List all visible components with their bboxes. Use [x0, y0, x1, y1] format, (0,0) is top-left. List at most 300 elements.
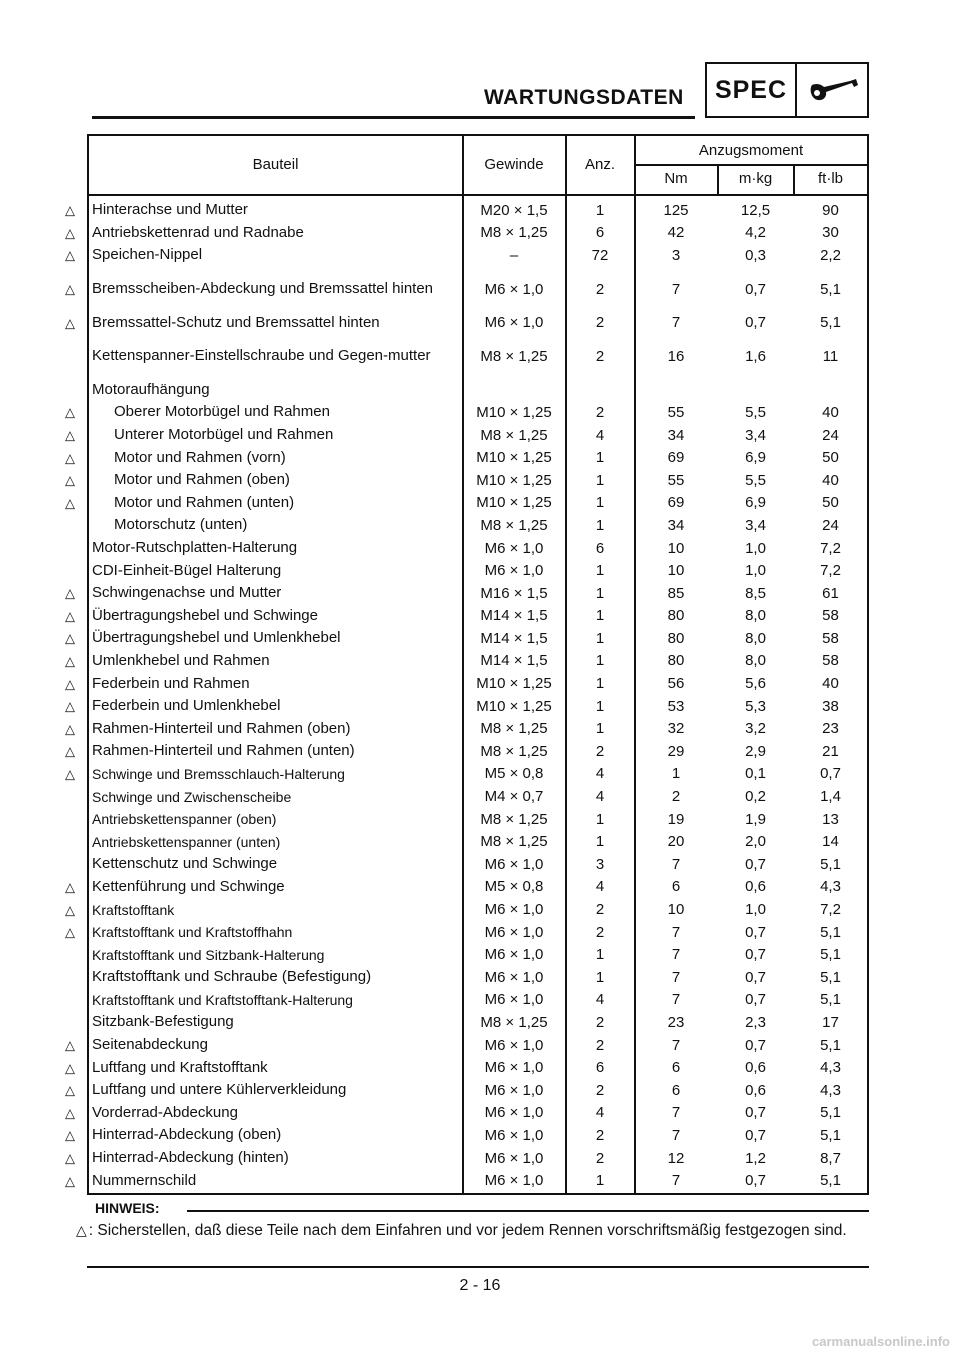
- ftlb-cell-text: 7,2: [820, 901, 841, 919]
- ftlb-cell: [794, 469, 867, 492]
- qty-cell-text: 4: [595, 788, 605, 806]
- part-cell-text: Nummernschild: [92, 1171, 197, 1189]
- thread-cell-text: M6 × 1,0: [484, 991, 544, 1009]
- qty-cell: [566, 989, 634, 1012]
- ftlb-cell: [794, 492, 867, 515]
- nm-cell: [635, 1169, 717, 1192]
- part-cell-text: Kraftstofftank und Schraube (Befestigung): [92, 968, 372, 986]
- ftlb-cell: [794, 401, 867, 424]
- part-cell-text: Oberer Motorbügel und Rahmen: [114, 403, 330, 421]
- thread-cell-text: M6 × 1,0: [484, 901, 544, 919]
- ftlb-cell: [794, 244, 867, 267]
- part-cell-text: Federbein und Rahmen: [92, 674, 250, 692]
- ftlb-cell: [794, 334, 867, 379]
- qty-cell: [566, 943, 634, 966]
- ftlb-cell: [794, 740, 867, 763]
- nm-cell: [635, 537, 717, 560]
- ftlb-cell-text: 50: [822, 494, 839, 512]
- mkg-cell: [718, 921, 793, 944]
- thread-cell: [463, 401, 565, 424]
- part-cell-text: Hinterrad-Abdeckung (hinten): [92, 1149, 289, 1167]
- ftlb-cell: [794, 763, 867, 786]
- nm-cell-text: 55: [667, 471, 685, 489]
- header-qty: Anz.: [584, 155, 615, 173]
- qty-cell: [566, 582, 634, 605]
- qty-cell: [566, 1056, 634, 1079]
- table-row: [65, 1079, 867, 1102]
- ftlb-cell-text: 11: [822, 347, 839, 365]
- table-row: [65, 469, 867, 492]
- nm-cell: [635, 650, 717, 673]
- part-cell: [92, 1147, 460, 1170]
- thread-cell-text: M14 × 1,5: [480, 629, 548, 647]
- part-cell-text: Federbein und Umlenkhebel: [92, 697, 281, 715]
- part-cell: [92, 763, 460, 786]
- nm-cell: [635, 1056, 717, 1079]
- mkg-cell-text: 0,7: [745, 855, 766, 873]
- ftlb-cell: [794, 1079, 867, 1102]
- part-cell: [92, 1056, 460, 1079]
- part-cell: [92, 379, 460, 402]
- nm-cell-text: 12: [667, 1149, 685, 1167]
- mkg-cell-text: 1,2: [745, 1149, 766, 1167]
- triangle-icon: △: [65, 698, 75, 714]
- mkg-cell: [718, 1011, 793, 1034]
- qty-cell: [566, 492, 634, 515]
- nm-cell: [635, 853, 717, 876]
- qty-cell-text: 4: [595, 991, 605, 1009]
- ftlb-cell-text: 13: [822, 810, 839, 828]
- table-row: [89, 559, 867, 582]
- table-row: [65, 650, 867, 673]
- ftlb-cell: [794, 605, 867, 628]
- header-rule: [92, 116, 695, 119]
- mkg-cell-text: 5,5: [745, 403, 766, 421]
- table-row: [89, 334, 867, 379]
- nm-cell: [635, 222, 717, 245]
- triangle-icon: △: [76, 1222, 87, 1238]
- mkg-cell-text: 0,7: [745, 923, 766, 941]
- mkg-cell: [718, 1169, 793, 1192]
- mkg-cell: [718, 763, 793, 786]
- triangle-icon: △: [65, 247, 75, 263]
- nm-cell: [635, 267, 717, 312]
- thread-cell: [463, 650, 565, 673]
- mkg-cell: [718, 853, 793, 876]
- part-cell: [92, 1079, 460, 1102]
- part-cell-text: Antriebskettenspanner (oben): [92, 811, 277, 828]
- nm-cell: [635, 582, 717, 605]
- qty-cell: [566, 695, 634, 718]
- qty-cell: [566, 1124, 634, 1147]
- nm-cell-text: 7: [671, 968, 681, 986]
- watermark: carmanualsonline.info: [812, 1334, 950, 1349]
- part-cell-text: CDI-Einheit-Bügel Halterung: [92, 561, 282, 579]
- qty-cell-text: 3: [595, 855, 605, 873]
- ftlb-cell: [794, 921, 867, 944]
- part-cell: [92, 876, 460, 899]
- nm-cell-text: 20: [667, 833, 685, 851]
- nm-cell-text: 56: [667, 675, 685, 693]
- ftlb-cell: [794, 1056, 867, 1079]
- page-title: WARTUNGSDATEN: [484, 86, 684, 109]
- nm-cell: [635, 605, 717, 628]
- qty-cell: [566, 311, 634, 334]
- mkg-cell-text: 8,0: [745, 629, 766, 647]
- qty-cell-text: 2: [595, 1081, 605, 1099]
- ftlb-cell-text: 2,2: [820, 246, 841, 264]
- mkg-cell-text: 8,0: [745, 652, 766, 670]
- ftlb-cell: [794, 785, 867, 808]
- nm-cell: [635, 695, 717, 718]
- ftlb-cell: [794, 695, 867, 718]
- triangle-icon: △: [65, 1082, 75, 1098]
- part-cell-text: Rahmen-Hinterteil und Rahmen (oben): [92, 719, 351, 737]
- thread-cell-text: –: [509, 246, 519, 264]
- ftlb-cell-text: 40: [822, 675, 839, 693]
- mkg-cell-text: 3,4: [745, 516, 766, 534]
- page-number: 2 - 16: [459, 1277, 501, 1294]
- part-cell-text: Motorschutz (unten): [114, 516, 248, 534]
- thread-cell-text: M10 × 1,25: [476, 697, 552, 715]
- mkg-cell: [718, 244, 793, 267]
- part-cell: [92, 1102, 460, 1125]
- nm-cell-text: 80: [667, 652, 685, 670]
- triangle-icon: △: [65, 495, 75, 511]
- part-cell: [92, 244, 460, 267]
- nm-cell: [635, 1147, 717, 1170]
- table-body: [65, 196, 867, 1193]
- thread-cell-text: M10 × 1,25: [476, 471, 552, 489]
- nm-cell-text: 55: [667, 403, 685, 421]
- mkg-cell-text: 5,3: [745, 697, 766, 715]
- mkg-cell-text: 0,7: [745, 280, 766, 298]
- qty-cell: [566, 921, 634, 944]
- mkg-cell: [718, 222, 793, 245]
- mkg-cell-text: 0,7: [745, 314, 766, 332]
- nm-cell-text: 125: [663, 201, 689, 219]
- note-text: : Sicherstellen, daß diese Teile nach dem Einfahren und vor jedem Rennen vorschriftsmäßig festgezogen sind.: [88, 1222, 847, 1239]
- mkg-cell: [718, 966, 793, 989]
- qty-cell-text: 1: [595, 946, 605, 964]
- part-cell-text: Schwingenachse und Mutter: [92, 584, 282, 602]
- ftlb-cell: [794, 943, 867, 966]
- thread-cell-text: M14 × 1,5: [480, 607, 548, 625]
- nm-cell: [635, 876, 717, 899]
- thread-cell: [463, 672, 565, 695]
- torque-table: [65, 134, 869, 1195]
- thread-cell: [463, 1169, 565, 1192]
- nm-cell-text: 7: [671, 923, 681, 941]
- qty-cell: [566, 1169, 634, 1192]
- part-cell-text: Motor-Rutschplatten-Halterung: [92, 539, 298, 557]
- ftlb-cell: [794, 582, 867, 605]
- mkg-cell: [718, 424, 793, 447]
- table-header: [89, 136, 867, 196]
- qty-cell-text: 1: [595, 449, 605, 467]
- qty-cell-text: 1: [595, 833, 605, 851]
- triangle-icon: △: [65, 721, 75, 737]
- qty-cell: [566, 1079, 634, 1102]
- mkg-cell: [718, 717, 793, 740]
- table-row: [65, 1056, 867, 1079]
- mkg-cell: [718, 989, 793, 1012]
- table-row: [65, 627, 867, 650]
- triangle-icon: △: [65, 1105, 75, 1121]
- ftlb-cell-text: 5,1: [820, 1126, 841, 1144]
- thread-cell-text: M6 × 1,0: [484, 1104, 544, 1122]
- qty-cell: [566, 627, 634, 650]
- triangle-icon: △: [65, 1150, 75, 1166]
- table-row: [89, 785, 867, 808]
- qty-cell-text: 1: [595, 1172, 605, 1190]
- nm-cell: [635, 717, 717, 740]
- qty-cell-text: 6: [595, 1059, 605, 1077]
- nm-cell-text: 3: [671, 246, 681, 264]
- thread-cell-text: M5 × 0,8: [484, 878, 544, 896]
- part-cell: [92, 199, 460, 222]
- ftlb-cell: [794, 1147, 867, 1170]
- thread-cell: [463, 740, 565, 763]
- mkg-cell: [718, 559, 793, 582]
- qty-cell: [566, 1034, 634, 1057]
- nm-cell-text: 7: [671, 946, 681, 964]
- part-cell: [92, 785, 460, 808]
- ftlb-cell: [794, 199, 867, 222]
- header-mkg: m·kg: [738, 170, 773, 187]
- nm-cell-text: 6: [671, 1059, 681, 1077]
- footer-rule: [87, 1266, 869, 1268]
- thread-cell: [463, 559, 565, 582]
- nm-cell-text: 7: [671, 314, 681, 332]
- table-row: [65, 605, 867, 628]
- ftlb-cell: [794, 1011, 867, 1034]
- qty-cell-text: 1: [595, 629, 605, 647]
- qty-cell: [566, 1011, 634, 1034]
- table-row: [89, 514, 867, 537]
- table-row: [65, 898, 867, 921]
- ftlb-cell-text: 4,3: [820, 878, 841, 896]
- qty-cell: [566, 334, 634, 379]
- part-cell: [92, 740, 460, 763]
- triangle-icon: △: [65, 766, 75, 782]
- nm-cell: [635, 199, 717, 222]
- qty-cell-text: 1: [595, 471, 605, 489]
- mkg-cell-text: 2,3: [745, 1013, 766, 1031]
- mkg-cell: [718, 1079, 793, 1102]
- nm-cell-text: 7: [671, 991, 681, 1009]
- part-cell: [92, 1169, 460, 1192]
- part-cell: [92, 559, 460, 582]
- nm-cell: [635, 921, 717, 944]
- nm-cell: [635, 1011, 717, 1034]
- header-part: Bauteil: [252, 155, 299, 173]
- mkg-cell-text: 4,2: [745, 224, 766, 242]
- part-cell-text: Unterer Motorbügel und Rahmen: [114, 426, 334, 444]
- nm-cell: [635, 469, 717, 492]
- part-cell: [92, 921, 460, 944]
- mkg-cell-text: 2,9: [745, 742, 766, 760]
- triangle-icon: △: [65, 1173, 75, 1189]
- thread-cell: [463, 785, 565, 808]
- nm-cell: [635, 808, 717, 831]
- mkg-cell-text: 1,9: [745, 810, 766, 828]
- table-row: [89, 379, 867, 402]
- qty-cell: [566, 605, 634, 628]
- ftlb-cell-text: 21: [822, 742, 839, 760]
- ftlb-cell-text: 24: [822, 516, 839, 534]
- ftlb-cell: [794, 876, 867, 899]
- nm-cell-text: 16: [667, 347, 685, 365]
- table-row: [89, 537, 867, 560]
- thread-cell: [463, 695, 565, 718]
- thread-cell: [463, 311, 565, 334]
- ftlb-cell-text: 5,1: [820, 1104, 841, 1122]
- ftlb-cell-text: 5,1: [820, 1172, 841, 1190]
- part-cell-text: Antriebskettenrad und Radnabe: [92, 223, 304, 241]
- mkg-cell: [718, 740, 793, 763]
- header-torque: Anzugsmoment: [698, 141, 804, 159]
- nm-cell-text: 6: [671, 1081, 681, 1099]
- ftlb-cell-text: 5,1: [820, 923, 841, 941]
- nm-cell: [635, 943, 717, 966]
- table-row: [65, 401, 867, 424]
- triangle-icon: △: [65, 404, 75, 420]
- table-row: [65, 1124, 867, 1147]
- qty-cell-text: 1: [595, 810, 605, 828]
- ftlb-cell: [794, 1124, 867, 1147]
- part-cell: [92, 650, 460, 673]
- part-cell-text: Kettenspanner-Einstellschraube und Gegen-mutter: [92, 347, 431, 365]
- part-cell-text: Motor und Rahmen (vorn): [114, 448, 286, 466]
- thread-cell: [463, 1102, 565, 1125]
- ftlb-cell: [794, 898, 867, 921]
- part-cell-text: Kettenschutz und Schwinge: [92, 855, 278, 873]
- ftlb-cell-text: 58: [822, 652, 839, 670]
- ftlb-cell-text: 17: [822, 1013, 839, 1031]
- part-cell: [92, 627, 460, 650]
- table-row: [89, 808, 867, 831]
- mkg-cell: [718, 876, 793, 899]
- thread-cell: [463, 469, 565, 492]
- qty-cell: [566, 830, 634, 853]
- part-cell: [92, 267, 460, 312]
- ftlb-cell-text: 5,1: [820, 991, 841, 1009]
- mkg-cell-text: 0,7: [745, 991, 766, 1009]
- part-cell: [92, 1011, 460, 1034]
- nm-cell-text: 2: [671, 788, 681, 806]
- ftlb-cell: [794, 379, 867, 402]
- mkg-cell: [718, 672, 793, 695]
- thread-cell-text: M6 × 1,0: [484, 280, 544, 298]
- qty-cell-text: 2: [595, 742, 605, 760]
- mkg-cell: [718, 627, 793, 650]
- thread-cell-text: M10 × 1,25: [476, 494, 552, 512]
- mkg-cell-text: 0,2: [745, 788, 766, 806]
- thread-cell: [463, 717, 565, 740]
- part-cell-text: Kraftstofftank und Kraftstoffhahn: [92, 924, 293, 941]
- ftlb-cell-text: 4,3: [820, 1059, 841, 1077]
- part-cell: [92, 717, 460, 740]
- thread-cell-text: M8 × 1,25: [480, 516, 548, 534]
- nm-cell: [635, 989, 717, 1012]
- nm-cell: [635, 672, 717, 695]
- qty-cell-text: 1: [595, 652, 605, 670]
- triangle-icon: △: [65, 653, 75, 669]
- qty-cell-text: 2: [595, 1036, 605, 1054]
- qty-cell: [566, 717, 634, 740]
- triangle-icon: △: [65, 924, 75, 940]
- nm-cell-text: 6: [671, 878, 681, 896]
- nm-cell-text: 7: [671, 1104, 681, 1122]
- ftlb-cell-text: 40: [822, 403, 839, 421]
- header-nm: Nm: [664, 170, 688, 187]
- thread-cell: [463, 808, 565, 831]
- mkg-cell: [718, 1102, 793, 1125]
- table-row: [65, 424, 867, 447]
- part-cell: [92, 469, 460, 492]
- thread-cell: [463, 379, 565, 402]
- qty-cell: [566, 672, 634, 695]
- ftlb-cell: [794, 1034, 867, 1057]
- qty-cell-text: 1: [595, 516, 605, 534]
- qty-cell-text: 2: [595, 1013, 605, 1031]
- table-row: [89, 853, 867, 876]
- part-cell-text: Schwinge und Zwischenscheibe: [92, 788, 292, 805]
- nm-cell-text: 7: [671, 1036, 681, 1054]
- nm-cell-text: 10: [667, 562, 685, 580]
- qty-cell: [566, 876, 634, 899]
- nm-cell: [635, 1102, 717, 1125]
- nm-cell-text: 23: [667, 1013, 685, 1031]
- triangle-icon: △: [65, 472, 75, 488]
- table-row: [65, 1169, 867, 1192]
- thread-cell-text: M5 × 0,8: [484, 765, 544, 783]
- thread-cell-text: M6 × 1,0: [484, 1149, 544, 1167]
- thread-cell: [463, 1056, 565, 1079]
- part-cell: [92, 446, 460, 469]
- nm-cell: [635, 763, 717, 786]
- nm-cell-text: 42: [667, 224, 685, 242]
- qty-cell: [566, 763, 634, 786]
- ftlb-cell-text: 5,1: [820, 280, 841, 298]
- part-cell-text: Sitzbank-Befestigung: [92, 1013, 234, 1031]
- nm-cell-text: 19: [667, 810, 685, 828]
- mkg-cell: [718, 379, 793, 402]
- ftlb-cell-text: 7,2: [820, 539, 841, 557]
- triangle-icon: △: [65, 743, 75, 759]
- nm-cell: [635, 401, 717, 424]
- nm-cell: [635, 311, 717, 334]
- thread-cell-text: M4 × 0,7: [484, 788, 544, 806]
- thread-cell: [463, 876, 565, 899]
- mkg-cell: [718, 695, 793, 718]
- part-cell: [92, 1034, 460, 1057]
- spec-label: SPEC: [705, 62, 797, 118]
- thread-cell-text: M10 × 1,25: [476, 403, 552, 421]
- thread-cell-text: M6 × 1,0: [484, 314, 544, 332]
- qty-cell-text: 1: [595, 494, 605, 512]
- ftlb-cell-text: 8,7: [820, 1149, 841, 1167]
- qty-cell: [566, 785, 634, 808]
- thread-cell-text: M6 × 1,0: [484, 1081, 544, 1099]
- thread-cell: [463, 582, 565, 605]
- ftlb-cell-text: 5,1: [820, 968, 841, 986]
- mkg-cell: [718, 1147, 793, 1170]
- nm-cell: [635, 334, 717, 379]
- qty-cell: [566, 1147, 634, 1170]
- triangle-icon: △: [65, 676, 75, 692]
